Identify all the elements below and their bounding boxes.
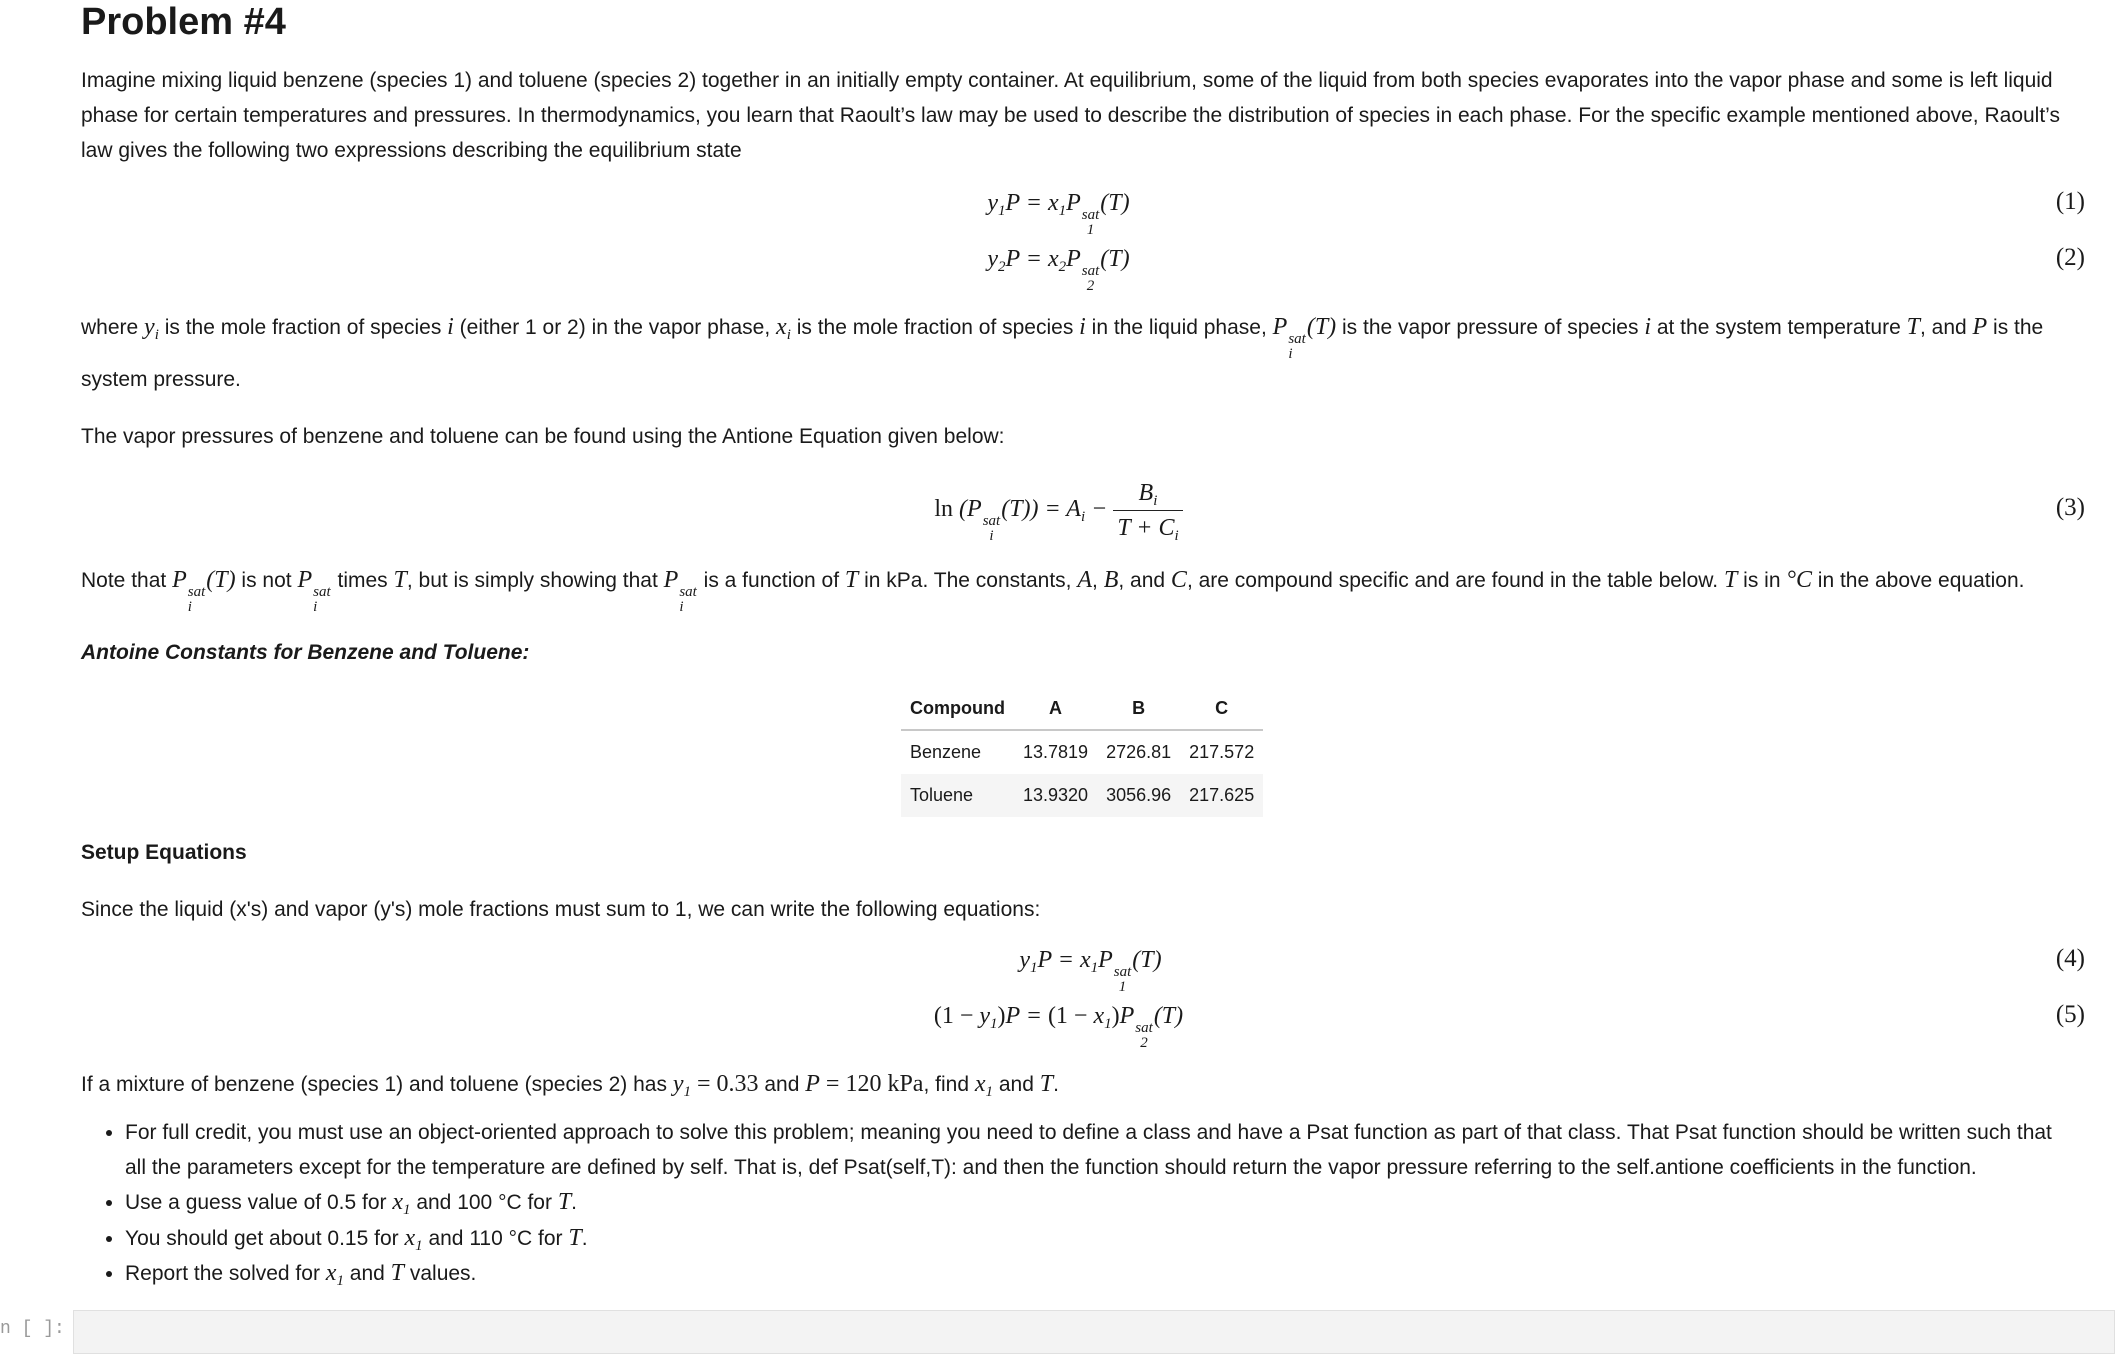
code-cell-prompt: n [ ]: — [0, 1318, 65, 1339]
column-header: B — [1097, 688, 1180, 730]
table-heading: Antoine Constants for Benzene and Toluene: — [81, 641, 530, 664]
math-inline: T — [557, 1189, 572, 1215]
setup-paragraph: Since the liquid (x's) and vapor (y's) mole fractions must sum to 1, we can write the following equations: — [81, 898, 1041, 921]
column-header: Compound — [901, 688, 1014, 730]
equation-1: $y_1P = x_1P$ sat 1 (T) (1) — [987, 188, 2085, 238]
math-inline: P — [1972, 314, 1988, 340]
note-paragraph: Note that P sat i (T) is not P sat i times T, but is simply showing that P sat i is a function of T in kPa. The constants, A, B, and C, are compound specific and are found in the table below. T is in °C in the above equation. — [81, 567, 2025, 615]
equations-1-2 — [81, 182, 2085, 294]
column-header: C — [1180, 688, 1263, 730]
math-inline: i — [1644, 314, 1651, 340]
list-item: • Use a guess value of 0.5 for $x_1$ and 100 °C for T. — [125, 1185, 2077, 1221]
table-cell: 217.572 — [1189, 742, 1255, 762]
problem-statement: If a mixture of benzene (species 1) and toluene (species 2) has $y_1 = 0.33$ and P = 120 kPa, find $x_1$ and T. — [81, 1071, 1059, 1100]
math-inline: P sat i — [297, 567, 331, 615]
math-inline: T — [844, 567, 859, 593]
equations-4-5 — [81, 939, 2085, 1051]
table-cell: 13.7819 — [1022, 742, 1089, 762]
math-inline: $x_1$ — [974, 1071, 993, 1100]
math-inline: $x_i$ — [776, 314, 791, 343]
table-row — [901, 774, 1263, 817]
math-inline: T — [393, 567, 407, 593]
table-cell: Benzene — [910, 742, 982, 762]
table-cell: Toluene — [910, 785, 974, 805]
list-item: • Report the solved for $x_1$ and T values. — [125, 1256, 2077, 1292]
math-inline: T — [390, 1260, 405, 1286]
where-paragraph: where $y_i$ is the mole fraction of species i (either 1 or 2) in the vapor phase, $x_i$ is the mole fraction of species i in the liquid phase, P sat i (T) is the vapor pressure of species i at the system temperature T, and P is the system pressure. — [81, 314, 2044, 391]
page-title: Problem #4 — [81, 1, 286, 43]
table-cell: 217.625 — [1189, 785, 1255, 805]
math-inline: T — [1039, 1071, 1054, 1097]
math-inline: $y_1 = 0.33$ — [672, 1071, 759, 1100]
code-cell-input[interactable] — [73, 1310, 2115, 1354]
equation-2: $y_2P = x_2P$ sat 2 (T) (2) — [987, 244, 2085, 294]
math-inline: $x_1$ — [325, 1260, 344, 1289]
math-inline: T — [1906, 314, 1920, 340]
math-inline: $x_1$ — [392, 1189, 411, 1218]
list-item: • For full credit, you must use an object-oriented approach to solve this problem; meaning you need to define a class and have a Psat function as part of that class. That Psat function should be written such that all the parameters except for the temperature are defined by self. That is, def Psat(self,T): and then the function should return the vapor pressure referring to the self.antione coefficients in the function. — [125, 1116, 2077, 1185]
intro-paragraph: Imagine mixing liquid benzene (species 1) and toluene (species 2) together in an initially empty container. At equilibrium, some of the liquid from both species evaporates into the vapor phase and some is left liquid phase for certain temperatures and pressures. In thermodynamics, you learn that Raoult’s law may be used to describe the distribution of species in each phase. For the specific example mentioned above, Raoult’s law gives the following two expressions describing the equilibrium state — [81, 69, 2060, 162]
equation-5: $(1 - y_1)P = (1 - x_1)P$ sat 2 (T) (5) — [933, 1001, 2085, 1051]
column-header: A — [1014, 688, 1097, 730]
math-inline: $y_i$ — [144, 314, 159, 343]
math-inline: i — [447, 314, 454, 340]
table-row — [901, 730, 1263, 774]
antoine-intro: The vapor pressures of benzene and toluene can be found using the Antione Equation given below: — [81, 425, 1005, 448]
list-item: • You should get about 0.15 for $x_1$ and 110 °C for T. — [125, 1221, 2077, 1257]
math-inline: $x_1$ — [404, 1224, 423, 1254]
math-inline: P = 120 kPa — [805, 1071, 924, 1097]
math-inline: A — [1077, 567, 1093, 593]
instructions-list — [81, 1116, 2077, 1292]
math-inline: P sat i — [663, 567, 697, 615]
math-inline: C — [1170, 567, 1187, 593]
math-inline: P sat i (T) — [1272, 314, 1337, 362]
math-inline: °C — [1786, 567, 1812, 593]
table-cell: 2726.81 — [1106, 742, 1172, 762]
math-inline: T — [1723, 567, 1738, 593]
math-inline: B — [1103, 567, 1119, 593]
math-inline: i — [1079, 314, 1086, 340]
table-cell: 3056.96 — [1106, 785, 1172, 805]
equation-3-antoine: ln (P sat i $(T)) = A_i$ − $\frac{B_i}{T + C_i}$ (3) — [0, 468, 2117, 549]
table-cell: 13.9320 — [1022, 785, 1089, 805]
equation-4: $y_1P = x_1P$ sat 1 (T) (4) — [1019, 945, 2085, 995]
math-inline: T — [568, 1224, 582, 1251]
code-cell — [0, 1310, 2117, 1354]
math-inline: P sat i (T) — [172, 567, 236, 615]
setup-heading: Setup Equations — [81, 841, 247, 864]
antoine-constants-table — [901, 688, 1263, 817]
